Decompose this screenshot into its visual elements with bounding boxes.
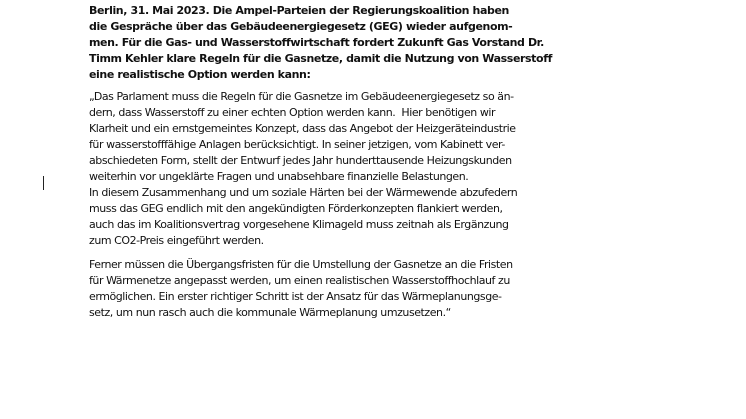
body-line: ermöglichen. Ein erster richtiger Schritt ist der Ansatz für das Wärmeplanungsge- [89,290,502,303]
body-line: auch das im Koalitionsvertrag vorgesehene Klimageld muss zeitnah als Ergänzung [89,218,509,231]
lead-line: Berlin, 31. Mai 2023. Die Ampel-Parteien der Regierungskoalition haben [89,4,509,17]
document-body [89,0,589,321]
lead-line: eine realistische Option werden kann: [89,68,311,81]
body-line: für Wärmenetze angepasst werden, um einen realistischen Wasserstoffhochlauf zu [89,274,510,287]
body-line: muss das GEG endlich mit den angekündigten Förderkonzepten flankiert werden, [89,202,503,215]
body-line: zum CO2-Preis eingeführt werden. [89,234,264,247]
body-line: für wasserstofffähige Anlagen berücksichtigt. In seiner jetzigen, vom Kabinett ver- [89,138,505,151]
text-cursor [43,176,44,190]
body-line: In diesem Zusammenhang und um soziale Härten bei der Wärmewende abzufedern [89,186,518,199]
body-line: „Das Parlament muss die Regeln für die Gasnetze im Gebäudeenergiegesetz so än- [89,90,514,103]
lead-line: men. Für die Gas- und Wasserstoffwirtschaft fordert Zukunft Gas Vorstand Dr. [89,36,544,49]
lead-line: Timm Kehler klare Regeln für die Gasnetze, damit die Nutzung von Wasserstoff [89,52,552,65]
lead-paragraph [89,3,589,83]
body-line: abschiedeten Form, stellt der Entwurf jedes Jahr hunderttausende Heizungskunden [89,154,512,167]
body-line: dern, dass Wasserstoff zu einer echten Option werden kann. Hier benötigen wir [89,106,496,119]
quote-paragraph-2 [89,257,589,321]
body-line: Ferner müssen die Übergangsfristen für die Umstellung der Gasnetze an die Fristen [89,258,513,271]
body-line: Klarheit und ein ernstgemeintes Konzept, dass das Angebot der Heizgeräteindustrie [89,122,516,135]
lead-line: die Gespräche über das Gebäudeenergiegesetz (GEG) wieder aufgenom- [89,20,513,33]
quote-paragraph-1 [89,89,589,249]
body-line: weiterhin vor ungeklärte Fragen und unabsehbare finanzielle Belastungen. [89,170,469,183]
body-line: setz, um nun rasch auch die kommunale Wärmeplanung umzusetzen.“ [89,306,451,319]
